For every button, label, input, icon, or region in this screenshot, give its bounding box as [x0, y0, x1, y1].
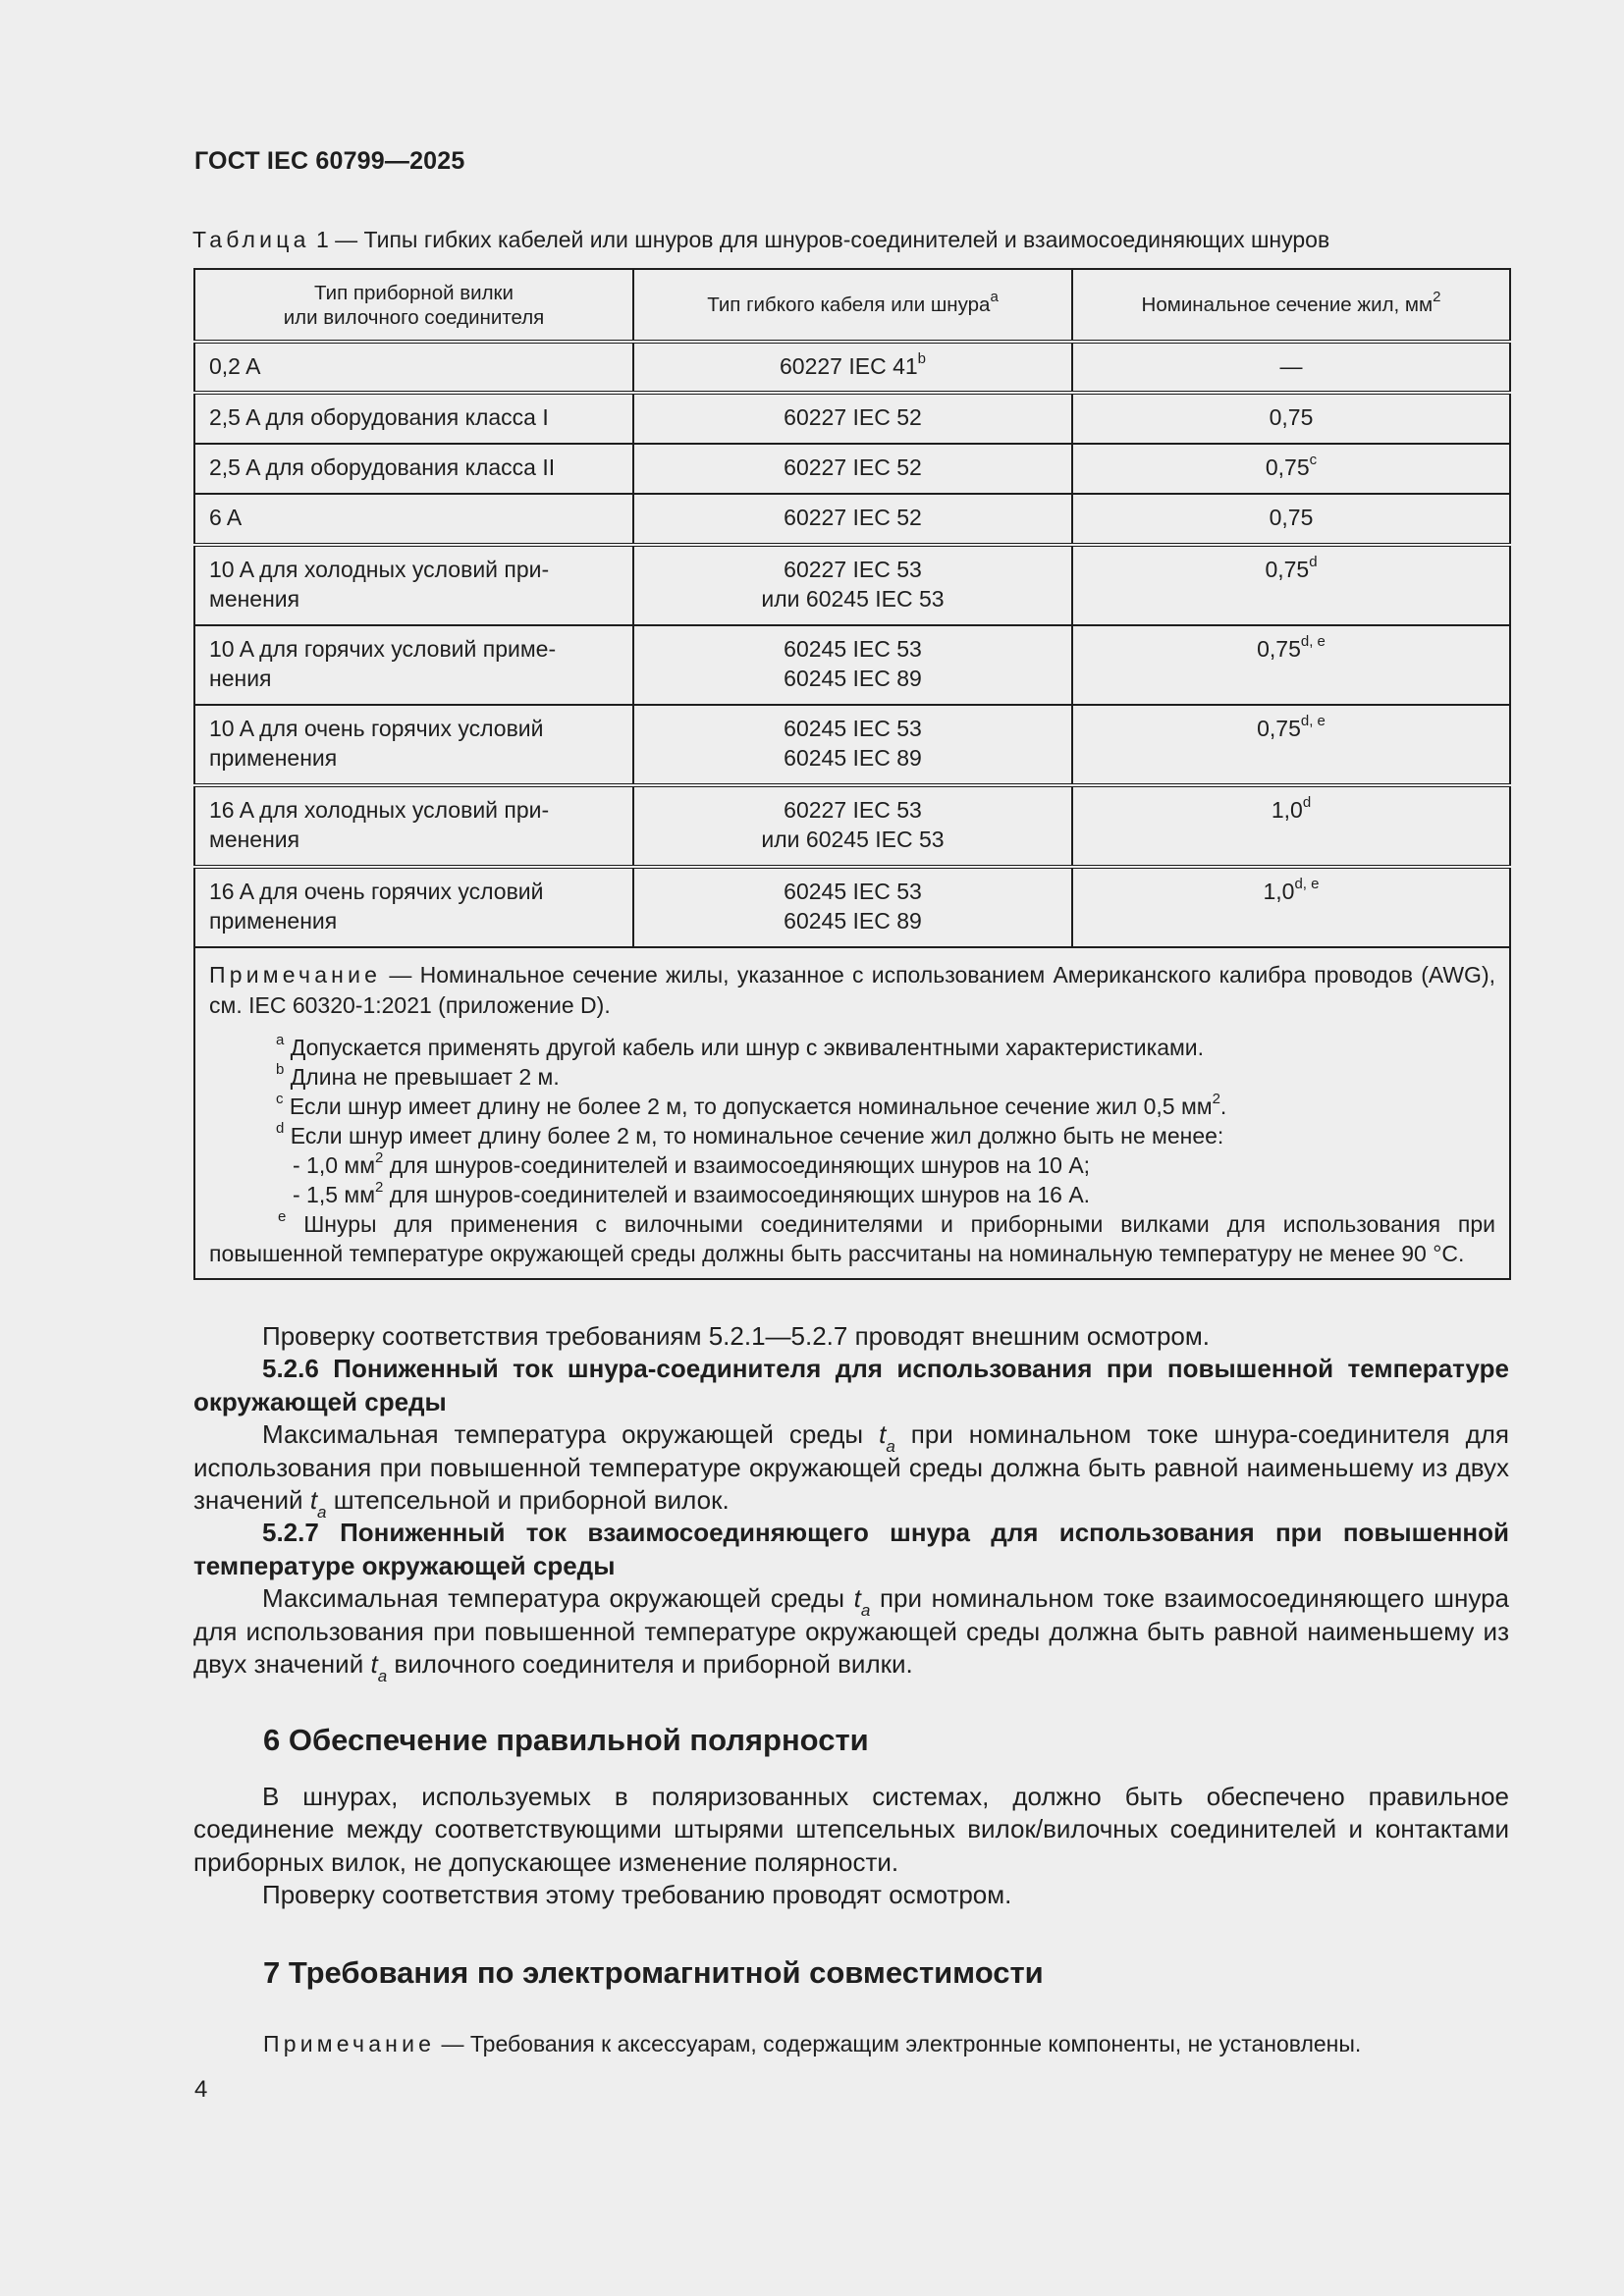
section-6-inspection: Проверку соответствия этому требованию проводят осмотром.	[262, 1880, 1012, 1910]
cell-cross-section: 0,75$^c$	[1072, 444, 1510, 494]
table-row	[194, 494, 1510, 545]
cell-cable-type: 60245 IEC 53 60245 IEC 89	[633, 867, 1072, 947]
cell-cross-section: —	[1072, 342, 1510, 393]
table-row	[194, 393, 1510, 444]
table-note: Примечание — Номинальное сечение жилы, указанное с использованием Американского калибра проводов (AWG), см. IEC 60320-1:2021 (приложение D).	[209, 962, 1495, 1018]
cell-cable-type: 60227 IEC 41$^b$	[633, 342, 1072, 393]
cell-plug-type: 16 A для холодных условий при- менения	[194, 785, 633, 867]
footnote-e: $^e$ Шнуры для применения с вилочными соединителями и приборными вилками для использования при повышенной температуре окружающей среды должны быть рассчитаны на номинальную температуру не менее 90 °С.	[209, 1208, 1495, 1266]
cell-plug-type: 6 A	[194, 494, 633, 545]
section-7-title: 7 Требования по электромагнитной совместимости	[263, 1955, 1044, 1990]
cell-plug-type: 10 A для холодных условий при- менения	[194, 545, 633, 625]
table-notes	[194, 947, 1510, 1279]
clause-5-2-6-heading: 5.2.6 Пониженный ток шнура-соединителя для использования при повышенной температуре окружающей среды	[193, 1354, 1509, 1416]
table-notes-row	[194, 947, 1510, 1279]
section-6-text	[193, 1781, 1509, 1912]
inspection-paragraph: Проверку соответствия требованиям 5.2.1—5.2.7 проводят внешним осмотром.	[262, 1321, 1210, 1351]
cable-types-table	[193, 268, 1511, 1280]
cell-cable-type: 60227 IEC 53 или 60245 IEC 53	[633, 785, 1072, 867]
table-caption-text: 1 — Типы гибких кабелей или шнуров для шнуров-соединителей и взаимосоединяющих шнуров	[315, 227, 1330, 252]
cell-cable-type: 60227 IEC 52	[633, 393, 1072, 444]
table-row	[194, 444, 1510, 494]
cell-cross-section: 0,75	[1072, 393, 1510, 444]
footnote-d-item1: - 1,0 $мм^2$ для шнуров-соединителей и взаимосоединяющих шнуров на 10 А;	[293, 1149, 1091, 1178]
cell-cross-section: 0,75	[1072, 494, 1510, 545]
table-row	[194, 545, 1510, 625]
clause-5-2-7-paragraph: Максимальная температура окружающей среды $t_a$ при номинальном токе взаимосоединяющего шнура для использования при повышенной температуре окружающей среды должна быть равной наименьшему из двух значений $t_a$ вилочного соединителя и приборной вилки.	[193, 1583, 1509, 1686]
cell-cable-type: 60227 IEC 53 или 60245 IEC 53	[633, 545, 1072, 625]
clause-5-2-6-paragraph: Максимальная температура окружающей среды $t_a$ при номинальном токе шнура-соединителя для использования при повышенной температуре окружающей среды должна быть равной наименьшему из двух значений $t_a$ штепсельной и приборной вилок.	[193, 1419, 1509, 1522]
clause-5-text	[193, 1320, 1509, 1686]
cell-plug-type: 2,5 A для оборудования класса II	[194, 444, 633, 494]
cell-cross-section: 0,75$^{d, e}$	[1072, 705, 1510, 785]
cell-cross-section: 0,75$^{d, e}$	[1072, 625, 1510, 705]
cell-cross-section: 1,0$^{d, e}$	[1072, 867, 1510, 947]
cell-cross-section: 0,75$^d$	[1072, 545, 1510, 625]
table-row	[194, 705, 1510, 785]
clause-5-2-7-heading: 5.2.7 Пониженный ток взаимосоединяющего шнура для использования при повышенной температуре окружающей среды	[193, 1518, 1509, 1580]
cell-cable-type: 60227 IEC 52	[633, 494, 1072, 545]
cell-plug-type: 10 A для горячих условий приме- нения	[194, 625, 633, 705]
footnote-d-item2: - 1,5 $мм^2$ для шнуров-соединителей и взаимосоединяющих шнуров на 16 А.	[293, 1179, 1091, 1207]
footnote-d: $^d$ Если шнур имеет длину более 2 м, то номинальное сечение жил должно быть не менее:	[276, 1120, 1224, 1148]
cell-cable-type: 60227 IEC 52	[633, 444, 1072, 494]
cell-plug-type: 2,5 A для оборудования класса I	[194, 393, 633, 444]
table-row	[194, 785, 1510, 867]
document-header: ГОСТ IEC 60799—2025	[194, 147, 465, 175]
section-6-title: 6 Обеспечение правильной полярности	[263, 1723, 869, 1757]
cell-cable-type: 60245 IEC 53 60245 IEC 89	[633, 625, 1072, 705]
table-caption-word: Таблица	[192, 227, 310, 252]
cell-plug-type: 0,2 A	[194, 342, 633, 393]
header-col-cable-type: Тип гибкого кабеля или шнура$^a$	[633, 269, 1072, 342]
cell-cable-type: 60245 IEC 53 60245 IEC 89	[633, 705, 1072, 785]
cell-cross-section: 1,0$^d$	[1072, 785, 1510, 867]
cell-plug-type: 16 A для очень горячих условий применения	[194, 867, 633, 947]
section-6-paragraph: В шнурах, используемых в поляризованных системах, должно быть обеспечено правильное соединение между соответствующими штырями штепсельных вилок/вилочных соединителей и контактами приборных вилок, не допускающее изменение полярности.	[193, 1782, 1509, 1877]
table-caption	[192, 227, 1508, 253]
footnote-a: $^a$ Допускается применять другой кабель или шнур с эквивалентными характеристиками.	[276, 1032, 1205, 1060]
section-7-note: Примечание — Требования к аксессуарам, содержащим электронные компоненты, не установлены.	[263, 2031, 1362, 2056]
footnote-c: $^c$ Если шнур имеет длину не более 2 м, то допускается номинальное сечение жил 0,5 $мм^2$.	[276, 1091, 1227, 1119]
table-row	[194, 625, 1510, 705]
table-row	[194, 342, 1510, 393]
page-number: 4	[194, 2076, 208, 2103]
cell-plug-type: 10 A для очень горячих условий применения	[194, 705, 633, 785]
header-col-plug-type: Тип приборной вилки или вилочного соединителя	[194, 269, 633, 342]
footnote-b: $^b$ Длина не превышает 2 м.	[276, 1061, 560, 1090]
header-col-cross-section: Номинальное сечение жил, $мм^2$	[1072, 269, 1510, 342]
table-row	[194, 867, 1510, 947]
table-header-row	[194, 269, 1510, 342]
